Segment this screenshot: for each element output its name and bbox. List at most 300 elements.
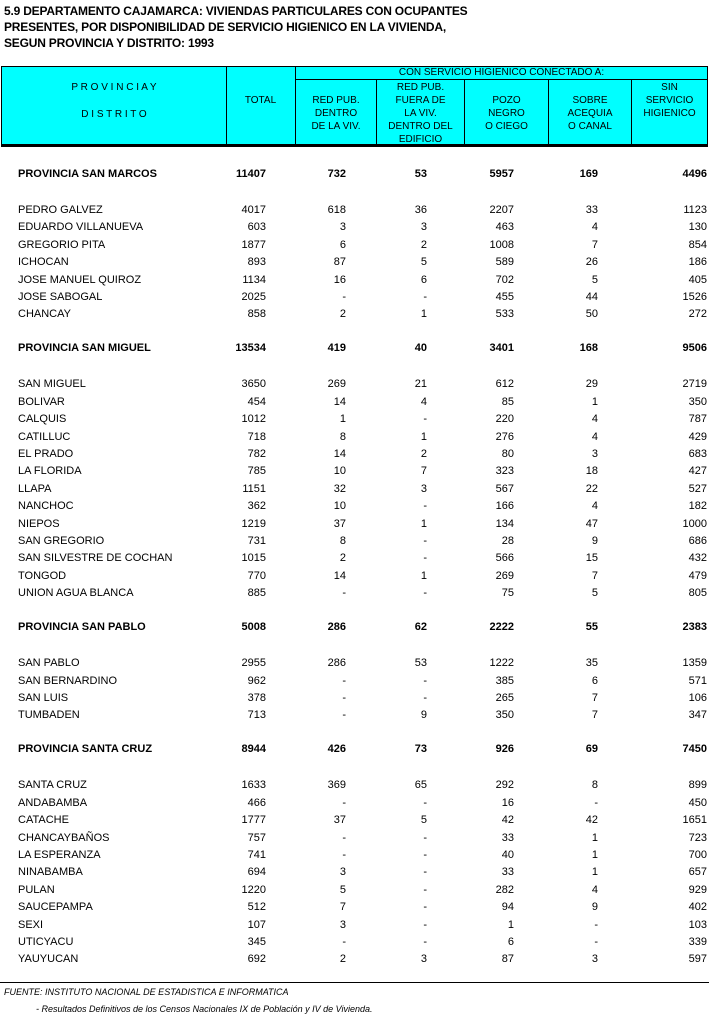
- district-row: [0, 481, 709, 498]
- cell-acequia: 1: [591, 849, 598, 861]
- district-row: [0, 429, 709, 446]
- row-name: CHANCAY: [18, 308, 71, 320]
- row-name: PROVINCIA SAN MARCOS: [18, 168, 157, 180]
- header-group: CON SERVICIO HIGIENICO CONECTADO A:: [398, 67, 605, 78]
- cell-acequia: 18: [585, 465, 598, 477]
- cell-sin-servicio: 854: [688, 239, 707, 251]
- cell-total: 885: [247, 587, 266, 599]
- cell-red-dentro: 2: [339, 308, 346, 320]
- district-row: [0, 795, 709, 812]
- cell-sin-servicio: 527: [688, 483, 707, 495]
- cell-red-fuera: 65: [414, 779, 427, 791]
- cell-red-dentro: 37: [333, 518, 346, 530]
- cell-sin-servicio: 1123: [683, 204, 707, 216]
- row-name: SEXI: [18, 919, 44, 931]
- district-row: [0, 847, 709, 864]
- cell-acequia: 1: [591, 832, 598, 844]
- cell-red-dentro: 37: [333, 814, 346, 826]
- cell-acequia: 7: [591, 709, 598, 721]
- cell-red-dentro: 87: [333, 256, 346, 268]
- cell-red-fuera: -: [423, 936, 427, 948]
- cell-acequia: 4: [591, 431, 598, 443]
- cell-pozo: 94: [501, 901, 514, 913]
- cell-pozo: 292: [495, 779, 514, 791]
- province-row: [0, 741, 709, 758]
- cell-red-fuera: -: [423, 901, 427, 913]
- cell-total: 893: [247, 256, 266, 268]
- row-name: PROVINCIA SAN MIGUEL: [18, 342, 151, 354]
- cell-sin-servicio: 103: [688, 919, 707, 931]
- cell-sin-servicio: 899: [688, 779, 707, 791]
- cell-pozo: 75: [501, 587, 514, 599]
- cell-acequia: 69: [585, 743, 598, 755]
- cell-sin-servicio: 432: [688, 552, 707, 564]
- cell-red-dentro: 1: [339, 413, 346, 425]
- cell-red-dentro: 426: [327, 743, 346, 755]
- row-name: NIEPOS: [18, 518, 60, 530]
- cell-acequia: -: [594, 797, 598, 809]
- cell-sin-servicio: 347: [688, 709, 707, 721]
- cell-total: 1015: [241, 552, 266, 564]
- cell-acequia: 5: [591, 274, 598, 286]
- cell-red-fuera: -: [423, 500, 427, 512]
- cell-red-dentro: -: [342, 936, 346, 948]
- cell-acequia: 9: [591, 901, 598, 913]
- cell-pozo: 40: [501, 849, 514, 861]
- cell-red-fuera: 2: [420, 448, 427, 460]
- row-name: NANCHOC: [18, 500, 74, 512]
- cell-acequia: 50: [585, 308, 598, 320]
- cell-sin-servicio: 479: [688, 570, 707, 582]
- row-name: GREGORIO PITA: [18, 239, 106, 251]
- title-line-2: PRESENTES, POR DISPONIBILIDAD DE SERVICIO HIGIENICO EN LA VIVIENDA,: [4, 20, 447, 34]
- cell-total: 713: [247, 709, 266, 721]
- cell-total: 962: [247, 675, 266, 687]
- cell-sin-servicio: 571: [688, 675, 707, 687]
- district-row: [0, 707, 709, 724]
- cell-red-fuera: 53: [414, 657, 427, 669]
- cell-total: 1220: [241, 884, 266, 896]
- cell-red-dentro: 3: [339, 866, 346, 878]
- row-name: ICHOCAN: [18, 256, 69, 268]
- cell-pozo: 1: [507, 919, 514, 931]
- district-row: [0, 289, 709, 306]
- cell-red-fuera: 4: [420, 396, 427, 408]
- district-row: [0, 812, 709, 829]
- cell-acequia: 4: [591, 500, 598, 512]
- cell-red-fuera: 40: [414, 342, 427, 354]
- header-acequia: SOBRE ACEQUIA O CANAL: [567, 95, 613, 132]
- cell-pozo: 85: [501, 396, 514, 408]
- cell-pozo: 276: [495, 431, 514, 443]
- district-row: [0, 568, 709, 585]
- district-row: [0, 306, 709, 323]
- cell-acequia: 5: [591, 587, 598, 599]
- cell-red-dentro: 419: [327, 342, 346, 354]
- cell-acequia: 4: [591, 413, 598, 425]
- cell-red-dentro: -: [342, 832, 346, 844]
- district-row: [0, 934, 709, 951]
- row-name: PEDRO GALVEZ: [18, 204, 103, 216]
- cell-sin-servicio: 1000: [682, 518, 707, 530]
- row-name: YAUYUCAN: [18, 953, 79, 965]
- cell-acequia: 168: [579, 342, 598, 354]
- cell-red-dentro: -: [342, 709, 346, 721]
- footer-source: FUENTE: INSTITUTO NACIONAL DE ESTADISTICA E INFORMATICA: [4, 987, 289, 997]
- cell-red-fuera: 3: [420, 483, 427, 495]
- cell-sin-servicio: 686: [688, 535, 707, 547]
- district-row: [0, 673, 709, 690]
- cell-acequia: 9: [591, 535, 598, 547]
- cell-acequia: 22: [585, 483, 598, 495]
- cell-red-dentro: 14: [333, 396, 346, 408]
- cell-sin-servicio: 2383: [682, 621, 707, 633]
- district-row: [0, 202, 709, 219]
- cell-red-dentro: 2: [339, 552, 346, 564]
- row-name: PROVINCIA SAN PABLO: [18, 621, 146, 633]
- cell-acequia: 1: [591, 396, 598, 408]
- cell-red-fuera: -: [423, 535, 427, 547]
- cell-acequia: -: [594, 936, 598, 948]
- cell-red-dentro: -: [342, 849, 346, 861]
- cell-acequia: 29: [585, 378, 598, 390]
- row-name: SAN SILVESTRE DE COCHAN: [18, 552, 173, 564]
- cell-sin-servicio: 106: [688, 692, 707, 704]
- cell-pozo: 323: [495, 465, 514, 477]
- cell-total: 731: [247, 535, 266, 547]
- cell-red-fuera: -: [423, 675, 427, 687]
- footer-note: - Resultados Definitivos de los Censos Nacionales IX de Población y IV de Vivienda.: [36, 1004, 373, 1014]
- cell-total: 1134: [242, 274, 266, 286]
- cell-acequia: 1: [591, 866, 598, 878]
- cell-sin-servicio: 929: [688, 884, 707, 896]
- cell-red-fuera: -: [423, 587, 427, 599]
- cell-red-dentro: -: [342, 291, 346, 303]
- cell-sin-servicio: 723: [688, 832, 707, 844]
- cell-red-fuera: 62: [414, 621, 427, 633]
- district-row: [0, 254, 709, 271]
- cell-total: 5008: [241, 621, 266, 633]
- cell-red-fuera: 36: [414, 204, 427, 216]
- cell-pozo: 350: [495, 709, 514, 721]
- cell-red-dentro: 3: [339, 919, 346, 931]
- district-row: [0, 917, 709, 934]
- cell-pozo: 926: [495, 743, 514, 755]
- cell-acequia: 3: [591, 953, 598, 965]
- row-name: UNION AGUA BLANCA: [18, 587, 134, 599]
- cell-acequia: 8: [591, 779, 598, 791]
- cell-pozo: 2207: [489, 204, 514, 216]
- cell-acequia: -: [594, 919, 598, 931]
- cell-sin-servicio: 7450: [682, 743, 707, 755]
- cell-total: 782: [247, 448, 266, 460]
- cell-red-dentro: 8: [339, 535, 346, 547]
- cell-sin-servicio: 429: [688, 431, 707, 443]
- cell-red-fuera: 2: [420, 239, 427, 251]
- province-row: [0, 166, 709, 183]
- cell-total: 757: [247, 832, 266, 844]
- cell-red-dentro: 732: [327, 168, 346, 180]
- cell-red-fuera: -: [423, 866, 427, 878]
- cell-red-dentro: 618: [327, 204, 346, 216]
- cell-acequia: 15: [585, 552, 598, 564]
- cell-total: 2955: [241, 657, 266, 669]
- district-row: [0, 219, 709, 236]
- cell-total: 692: [247, 953, 266, 965]
- row-name: EL PRADO: [18, 448, 74, 460]
- cell-total: 345: [247, 936, 266, 948]
- cell-acequia: 7: [591, 570, 598, 582]
- cell-pozo: 6: [507, 936, 514, 948]
- cell-acequia: 42: [585, 814, 598, 826]
- cell-total: 1633: [241, 779, 266, 791]
- group-divider: [296, 79, 707, 80]
- cell-sin-servicio: 1359: [682, 657, 707, 669]
- row-name: SAUCEPAMPA: [18, 901, 93, 913]
- district-row: [0, 585, 709, 602]
- header-pozo: POZO NEGRO O CIEGO: [485, 95, 528, 132]
- cell-acequia: 4: [591, 884, 598, 896]
- district-row: [0, 272, 709, 289]
- cell-red-dentro: 7: [339, 901, 346, 913]
- row-name: LA ESPERANZA: [18, 849, 101, 861]
- cell-red-dentro: 286: [327, 621, 346, 633]
- cell-acequia: 33: [585, 204, 598, 216]
- province-row: [0, 340, 709, 357]
- cell-total: 858: [247, 308, 266, 320]
- cell-total: 1877: [241, 239, 266, 251]
- cell-pozo: 1008: [489, 239, 514, 251]
- district-row: [0, 864, 709, 881]
- cell-sin-servicio: 683: [688, 448, 707, 460]
- district-row: [0, 516, 709, 533]
- cell-red-fuera: 73: [414, 743, 427, 755]
- cell-total: 603: [247, 221, 266, 233]
- cell-sin-servicio: 805: [688, 587, 707, 599]
- district-row: [0, 951, 709, 968]
- cell-sin-servicio: 427: [688, 465, 707, 477]
- cell-pozo: 80: [501, 448, 514, 460]
- cell-total: 1777: [241, 814, 266, 826]
- cell-total: 4017: [241, 204, 266, 216]
- row-name: SAN GREGORIO: [18, 535, 105, 547]
- cell-sin-servicio: 1651: [682, 814, 707, 826]
- header-red-fuera: RED PUB. FUERA DE LA VIV. DENTRO DEL EDIFICIO: [388, 82, 453, 145]
- cell-acequia: 26: [585, 256, 598, 268]
- cell-total: 785: [247, 465, 266, 477]
- cell-sin-servicio: 130: [688, 221, 707, 233]
- cell-pozo: 455: [495, 291, 514, 303]
- district-row: [0, 690, 709, 707]
- cell-red-dentro: 6: [339, 239, 346, 251]
- cell-sin-servicio: 405: [688, 274, 707, 286]
- cell-red-dentro: 286: [327, 657, 346, 669]
- cell-sin-servicio: 2719: [682, 378, 707, 390]
- cell-total: 1151: [242, 483, 266, 495]
- district-row: [0, 830, 709, 847]
- row-name: BOLIVAR: [18, 396, 65, 408]
- header-red-dentro: RED PUB. DENTRO DE LA VIV.: [311, 95, 361, 132]
- province-row: [0, 619, 709, 636]
- cell-red-dentro: -: [342, 587, 346, 599]
- cell-acequia: 55: [585, 621, 598, 633]
- cell-total: 694: [247, 866, 266, 878]
- cell-total: 8944: [241, 743, 266, 755]
- cell-total: 1012: [241, 413, 266, 425]
- cell-pozo: 612: [495, 378, 514, 390]
- cell-sin-servicio: 657: [688, 866, 707, 878]
- district-row: [0, 376, 709, 393]
- district-row: [0, 394, 709, 411]
- cell-pozo: 42: [501, 814, 514, 826]
- cell-red-dentro: 369: [327, 779, 346, 791]
- district-row: [0, 777, 709, 794]
- cell-red-fuera: 5: [420, 256, 427, 268]
- cell-red-fuera: 1: [420, 518, 427, 530]
- cell-sin-servicio: 700: [688, 849, 707, 861]
- cell-acequia: 169: [579, 168, 598, 180]
- cell-red-fuera: 3: [420, 953, 427, 965]
- cell-red-fuera: -: [423, 413, 427, 425]
- row-name: TUMBADEN: [18, 709, 80, 721]
- cell-total: 11407: [236, 168, 266, 180]
- row-name: JOSE SABOGAL: [18, 291, 103, 303]
- cell-sin-servicio: 1526: [682, 291, 707, 303]
- cell-total: 362: [247, 500, 266, 512]
- cell-red-dentro: -: [342, 797, 346, 809]
- cell-pozo: 265: [495, 692, 514, 704]
- row-name: EDUARDO VILLANUEVA: [18, 221, 144, 233]
- cell-pozo: 33: [501, 866, 514, 878]
- cell-pozo: 1222: [489, 657, 514, 669]
- row-name: LA FLORIDA: [18, 465, 82, 477]
- cell-red-fuera: -: [423, 692, 427, 704]
- row-name: ANDABAMBA: [18, 797, 88, 809]
- cell-red-fuera: 1: [420, 570, 427, 582]
- cell-acequia: 6: [591, 675, 598, 687]
- cell-red-fuera: -: [423, 797, 427, 809]
- cell-red-dentro: 3: [339, 221, 346, 233]
- cell-red-fuera: 53: [414, 168, 427, 180]
- row-name: JOSE MANUEL QUIROZ: [18, 274, 142, 286]
- cell-red-dentro: 14: [333, 570, 346, 582]
- district-row: [0, 463, 709, 480]
- table-header: [1, 66, 708, 147]
- cell-red-fuera: -: [423, 291, 427, 303]
- row-name: PULAN: [18, 884, 55, 896]
- cell-pozo: 589: [495, 256, 514, 268]
- cell-red-dentro: 10: [333, 500, 346, 512]
- header-sin-servicio: SIN SERVICIO HIGIENICO: [643, 82, 696, 119]
- row-name: CHANCAYBAÑOS: [18, 832, 110, 844]
- row-name: SAN BERNARDINO: [18, 675, 118, 687]
- cell-red-fuera: 1: [420, 308, 427, 320]
- cell-pozo: 269: [495, 570, 514, 582]
- cell-red-fuera: 1: [420, 431, 427, 443]
- cell-pozo: 702: [495, 274, 514, 286]
- header-distrito: D I S T R I T O: [81, 109, 147, 120]
- cell-pozo: 5957: [489, 168, 514, 180]
- row-name: CALQUIS: [18, 413, 67, 425]
- cell-acequia: 4: [591, 221, 598, 233]
- cell-pozo: 566: [495, 552, 514, 564]
- district-row: [0, 411, 709, 428]
- cell-sin-servicio: 350: [688, 396, 707, 408]
- cell-total: 512: [247, 901, 266, 913]
- cell-total: 454: [247, 396, 266, 408]
- cell-red-fuera: -: [423, 884, 427, 896]
- cell-sin-servicio: 402: [688, 901, 707, 913]
- cell-acequia: 35: [585, 657, 598, 669]
- cell-red-dentro: 269: [327, 378, 346, 390]
- title-line-1: 5.9 DEPARTAMENTO CAJAMARCA: VIVIENDAS PARTICULARES CON OCUPANTES: [4, 4, 468, 18]
- cell-red-fuera: -: [423, 832, 427, 844]
- cell-pozo: 134: [495, 518, 514, 530]
- cell-red-fuera: 7: [420, 465, 427, 477]
- cell-red-dentro: 10: [333, 465, 346, 477]
- district-row: [0, 899, 709, 916]
- cell-total: 378: [247, 692, 266, 704]
- cell-acequia: 7: [591, 239, 598, 251]
- row-name: TONGOD: [18, 570, 67, 582]
- cell-sin-servicio: 272: [688, 308, 707, 320]
- header-total: TOTAL: [244, 95, 277, 106]
- row-name: PROVINCIA SANTA CRUZ: [18, 743, 153, 755]
- cell-red-dentro: 14: [333, 448, 346, 460]
- cell-total: 466: [247, 797, 266, 809]
- cell-pozo: 87: [501, 953, 514, 965]
- cell-red-fuera: 5: [420, 814, 427, 826]
- cell-pozo: 220: [495, 413, 514, 425]
- cell-acequia: 3: [591, 448, 598, 460]
- district-row: [0, 533, 709, 550]
- district-row: [0, 655, 709, 672]
- cell-red-dentro: 32: [333, 483, 346, 495]
- cell-total: 741: [247, 849, 266, 861]
- cell-acequia: 47: [585, 518, 598, 530]
- cell-red-fuera: 3: [420, 221, 427, 233]
- cell-red-fuera: -: [423, 919, 427, 931]
- cell-pozo: 2222: [489, 621, 514, 633]
- cell-pozo: 567: [495, 483, 514, 495]
- cell-sin-servicio: 186: [688, 256, 707, 268]
- cell-red-fuera: -: [423, 849, 427, 861]
- cell-pozo: 28: [501, 535, 514, 547]
- row-name: LLAPA: [18, 483, 52, 495]
- cell-total: 107: [247, 919, 266, 931]
- cell-red-dentro: 16: [333, 274, 346, 286]
- cell-pozo: 166: [495, 500, 514, 512]
- district-row: [0, 237, 709, 254]
- row-name: NINABAMBA: [18, 866, 83, 878]
- cell-pozo: 3401: [489, 342, 514, 354]
- district-row: [0, 446, 709, 463]
- table-title: [4, 3, 467, 51]
- cell-pozo: 533: [495, 308, 514, 320]
- cell-sin-servicio: 339: [688, 936, 707, 948]
- cell-red-dentro: -: [342, 675, 346, 687]
- cell-sin-servicio: 9506: [682, 342, 707, 354]
- cell-red-fuera: 6: [420, 274, 427, 286]
- footer-divider: [0, 982, 709, 983]
- row-name: UTICYACU: [18, 936, 74, 948]
- row-name: CATILLUC: [18, 431, 71, 443]
- cell-total: 718: [247, 431, 266, 443]
- cell-sin-servicio: 787: [688, 413, 707, 425]
- cell-pozo: 385: [495, 675, 514, 687]
- cell-total: 1219: [241, 518, 266, 530]
- row-name: CATACHE: [18, 814, 69, 826]
